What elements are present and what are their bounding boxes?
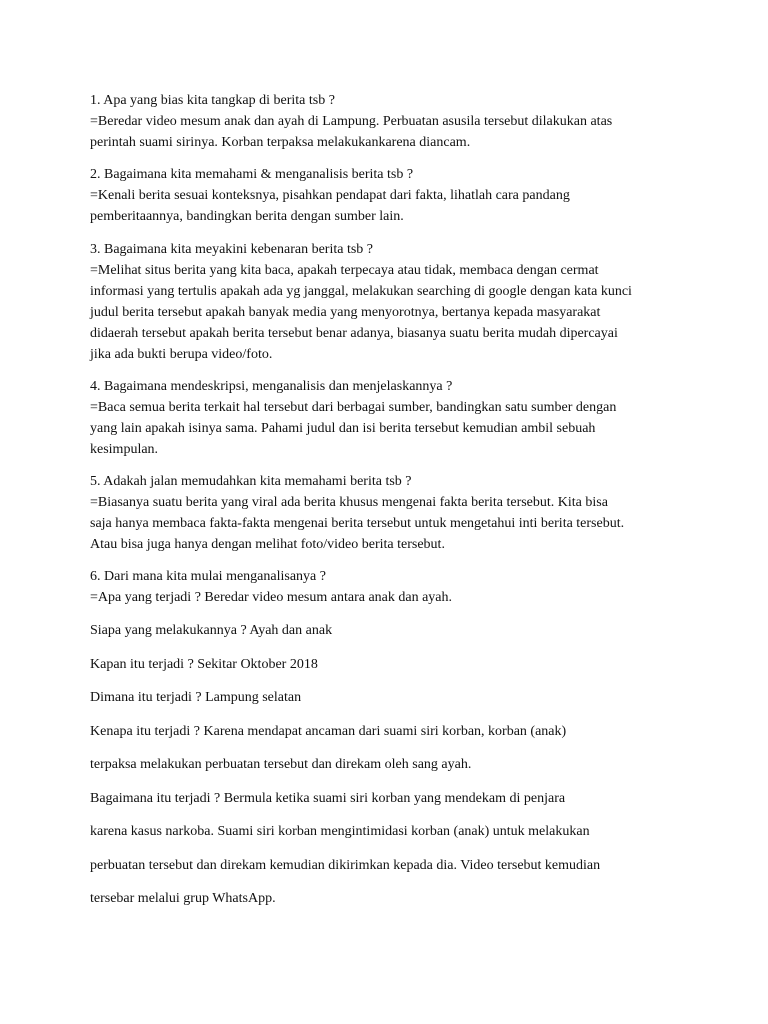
- analysis-bagaimana-line-3: perbuatan tersebut dan direkam kemudian dikirimkan kepada dia. Video tersebut kemudian: [90, 858, 601, 873]
- answer-4-line-2: yang lain apakah isinya sama. Pahami judul dan isi berita tersebut kemudian ambil sebuah: [90, 421, 596, 436]
- answer-1-line-1: =Beredar video mesum anak dan ayah di Lampung. Perbuatan asusila tersebut dilakukan atas: [90, 114, 613, 129]
- question-5: 5. Adakah jalan memudahkan kita memahami berita tsb ?: [90, 474, 412, 489]
- analysis-kapan: Kapan itu terjadi ? Sekitar Oktober 2018: [90, 657, 318, 672]
- answer-5-line-1: =Biasanya suatu berita yang viral ada berita khusus mengenai fakta berita tersebut. Kita bisa: [90, 495, 608, 510]
- answer-6-line-1: =Apa yang terjadi ? Beredar video mesum antara anak dan ayah.: [90, 590, 453, 605]
- question-2: 2. Bagaimana kita memahami & menganalisis berita tsb ?: [90, 167, 414, 182]
- analysis-bagaimana-line-4: tersebar melalui grup WhatsApp.: [90, 891, 276, 906]
- question-6: 6. Dari mana kita mulai menganalisanya ?: [90, 569, 326, 584]
- analysis-dimana: Dimana itu terjadi ? Lampung selatan: [90, 690, 302, 705]
- answer-4-line-3: kesimpulan.: [90, 442, 159, 457]
- answer-5-line-3: Atau bisa juga hanya dengan melihat foto/video berita tersebut.: [90, 537, 445, 552]
- answer-2-line-2: pemberitaannya, bandingkan berita dengan sumber lain.: [90, 209, 404, 224]
- analysis-kenapa-line-1: Kenapa itu terjadi ? Karena mendapat ancaman dari suami siri korban, korban (anak): [90, 724, 567, 739]
- analysis-bagaimana-line-1: Bagaimana itu terjadi ? Bermula ketika suami siri korban yang mendekam di penjara: [90, 791, 566, 806]
- answer-3-line-1: =Melihat situs berita yang kita baca, apakah terpecaya atau tidak, membaca dengan cermat: [90, 263, 599, 278]
- question-3: 3. Bagaimana kita meyakini kebenaran berita tsb ?: [90, 242, 374, 257]
- answer-5-line-2: saja hanya membaca fakta-fakta mengenai berita tersebut untuk mengetahui inti berita tersebut.: [90, 516, 625, 531]
- question-4: 4. Bagaimana mendeskripsi, menganalisis dan menjelaskannya ?: [90, 379, 453, 394]
- answer-3-line-2: informasi yang tertulis apakah ada yg janggal, melakukan searching di google dengan kata kunci: [90, 284, 632, 299]
- answer-1-line-2: perintah suami sirinya. Korban terpaksa melakukankarena diancam.: [90, 135, 471, 150]
- answer-2-line-1: =Kenali berita sesuai konteksnya, pisahkan pendapat dari fakta, lihatlah cara pandang: [90, 188, 570, 203]
- answer-4-line-1: =Baca semua berita terkait hal tersebut dari berbagai sumber, bandingkan satu sumber dengan: [90, 400, 617, 415]
- question-1: 1. Apa yang bias kita tangkap di berita tsb ?: [90, 93, 335, 108]
- answer-3-line-4: didaerah tersebut apakah berita tersebut benar adanya, biasanya suatu berita mudah dipercayai: [90, 326, 618, 341]
- analysis-siapa: Siapa yang melakukannya ? Ayah dan anak: [90, 623, 333, 638]
- answer-3-line-3: judul berita tersebut apakah banyak media yang menyorotnya, bertanya kepada masyarakat: [90, 305, 601, 320]
- analysis-bagaimana-line-2: karena kasus narkoba. Suami siri korban mengintimidasi korban (anak) untuk melakukan: [90, 824, 590, 839]
- analysis-kenapa-line-2: terpaksa melakukan perbuatan tersebut dan direkam oleh sang ayah.: [90, 757, 472, 772]
- answer-3-line-5: jika ada bukti berupa video/foto.: [90, 347, 273, 362]
